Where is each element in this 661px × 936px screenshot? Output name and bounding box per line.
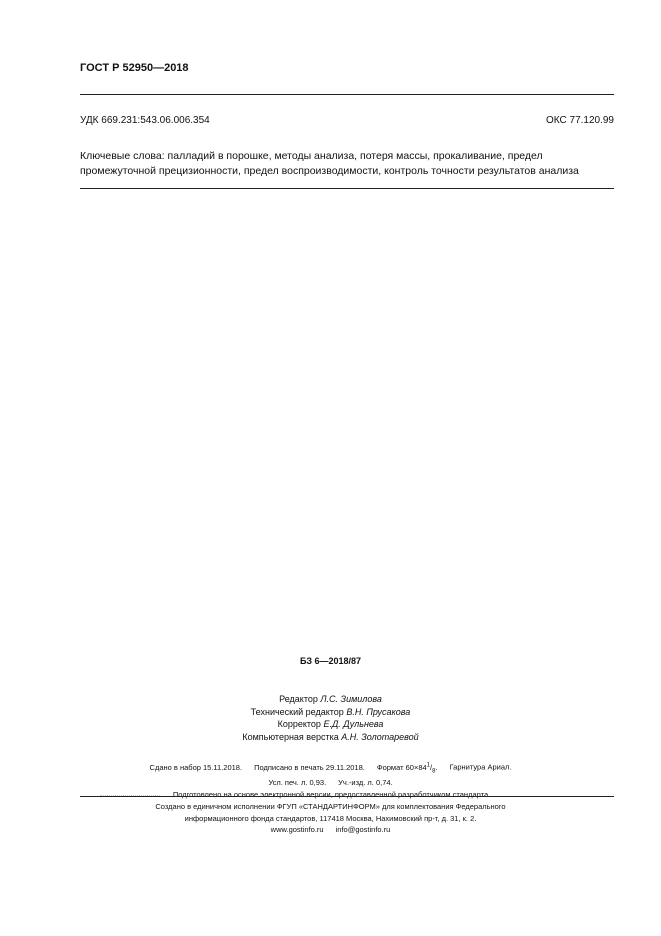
credit-role: Компьютерная верстка xyxy=(242,731,339,742)
credit-role: Технический редактор xyxy=(250,706,344,717)
keywords-line-1: Ключевые слова: палладий в порошке, методы анализа, потеря массы, прокаливание, предел xyxy=(80,150,543,162)
credit-role: Редактор xyxy=(279,694,318,704)
pub-sheets: Уч.-изд. л. 0,74. xyxy=(338,778,393,787)
udk-code: УДК 669.231:543.06.006.354 xyxy=(80,115,210,126)
credit-role: Корректор xyxy=(277,719,321,729)
print-info-line-1 xyxy=(0,759,661,777)
credit-tech-editor xyxy=(0,706,661,719)
format-info: Формат $60\times 84^1/_8$. xyxy=(376,762,438,774)
staff-credits xyxy=(0,693,661,743)
keywords-line-2: промежуточной прецизионности, предел воспроизводимости, контроль точности результатов анализа xyxy=(80,165,579,177)
bz-number: БЗ 6—2018/87 xyxy=(299,656,362,666)
oks-code: ОКС 77.120.99 xyxy=(546,115,614,126)
credit-name: Е.Д. Дульнева xyxy=(323,719,384,729)
credit-corrector xyxy=(0,718,661,731)
imprint-divider xyxy=(80,796,614,797)
created-line-2: информационного фонда стандартов, 117418 Москва, Нахимовский пр-т, д. 31, к. 2. xyxy=(184,813,477,823)
keywords-block xyxy=(80,149,614,179)
print-info-line-2 xyxy=(0,777,661,789)
credit-name: В.Н. Прусакова xyxy=(346,706,411,717)
typeface-info: Гарнитура Ариал. xyxy=(449,762,512,772)
keywords-divider xyxy=(80,188,614,189)
submitted-date: Сдано в набор 15.11.2018. xyxy=(149,762,243,772)
credit-layout xyxy=(0,731,661,744)
format-sub: 8 xyxy=(432,768,436,774)
format-sup: 1 xyxy=(426,762,431,768)
standard-code: ГОСТ Р 52950—2018 xyxy=(80,62,189,74)
website-link[interactable]: www.gostinfo.ru xyxy=(270,825,324,834)
prepared-note: Подготовлено на основе электронной версии, предоставленной разработчиком стандарта xyxy=(172,790,489,799)
print-sheets: Усл. печ. л. 0,93. xyxy=(268,778,327,787)
created-line-1: Создано в единичном исполнении ФГУП «СТАНДАРТИНФОРМ» для комплектования Федерального xyxy=(155,802,506,811)
credit-name: Л.С. Зимилова xyxy=(320,694,382,704)
credit-name: А.Н. Золотаревой xyxy=(341,731,419,742)
created-line-3 xyxy=(0,824,661,836)
created-block xyxy=(0,801,661,836)
format-prefix: Формат 60×84 xyxy=(376,762,427,772)
email-link[interactable]: info@gostinfo.ru xyxy=(335,825,391,834)
signed-date: Подписано в печать 29.11.2018. xyxy=(254,762,365,772)
credit-editor xyxy=(0,693,661,706)
top-divider xyxy=(80,94,614,95)
